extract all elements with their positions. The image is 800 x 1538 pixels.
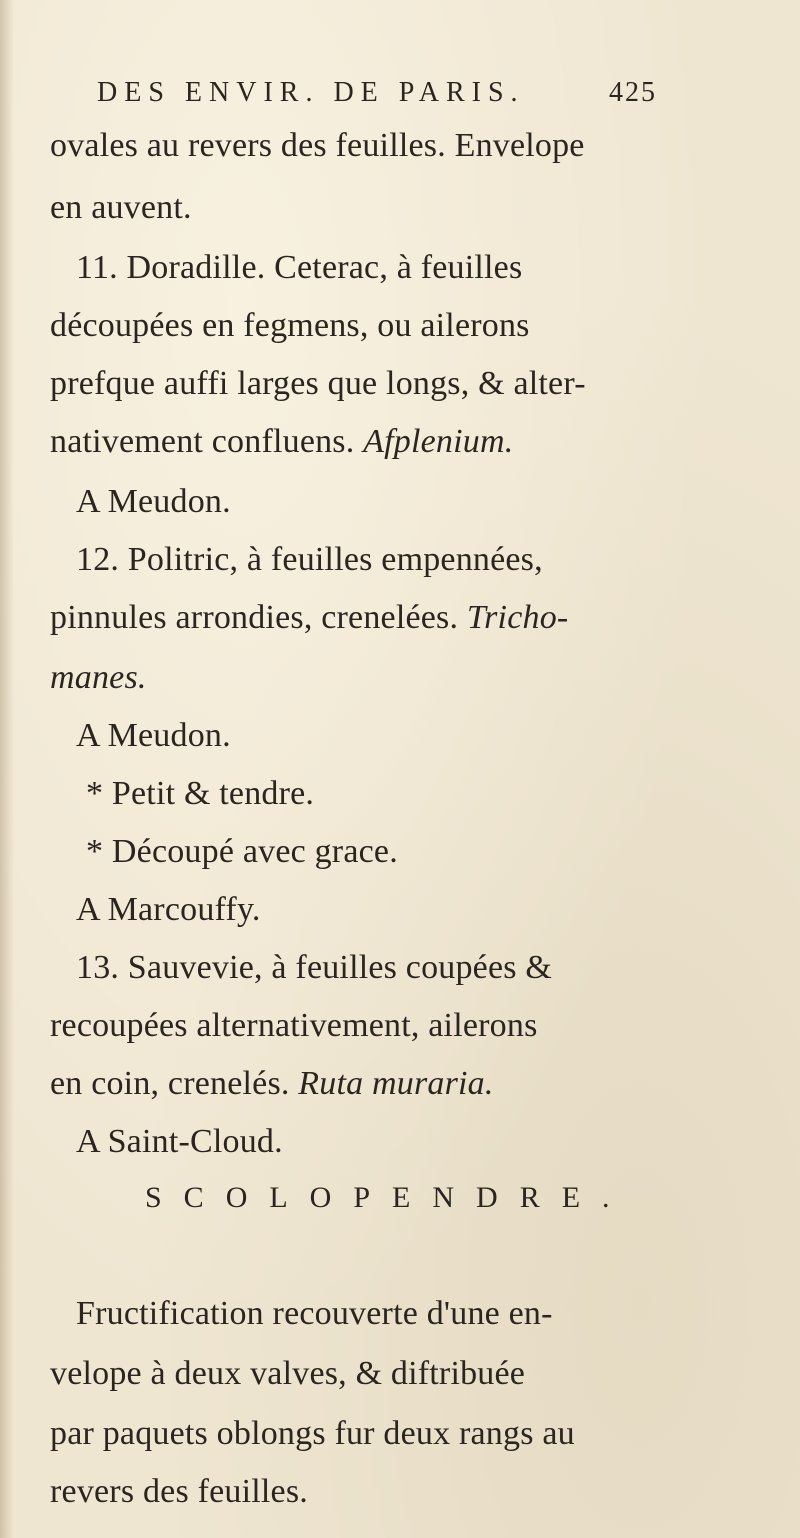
- text-line: Fructification recouverte d'une en-: [76, 1295, 553, 1332]
- page-edge-shadow: [0, 0, 14, 1538]
- section-title: SCOLOPENDRE.: [145, 1181, 632, 1214]
- text-line: en auvent.: [50, 189, 192, 226]
- latin-name: manes.: [50, 659, 147, 696]
- text-line: 11. Doradille. Ceterac, à feuilles: [76, 249, 523, 286]
- text-line: A Saint-Cloud.: [76, 1123, 283, 1160]
- latin-name: Tricho-: [466, 599, 569, 636]
- page-number: 425: [609, 77, 657, 108]
- text-line: ovales au revers des feuilles. Envelope: [50, 127, 585, 164]
- text-line: A Marcouffy.: [76, 891, 261, 928]
- text-line: nativement confluens. Afplenium.: [50, 423, 514, 460]
- text-line: [50, 658, 147, 698]
- text-line: velope à deux valves, & diftribuée: [50, 1355, 526, 1392]
- text-line: prefque auffi larges que longs, & alter-: [50, 365, 586, 402]
- text-line: * Découpé avec grace.: [86, 833, 398, 870]
- text-line: revers des feuilles.: [50, 1473, 308, 1510]
- text-line: découpées en fegmens, ou ailerons: [50, 307, 530, 344]
- text-line: pinnules arrondies, crenelées. Tricho-: [50, 599, 569, 636]
- text-line: en coin, crenelés. Ruta muraria.: [50, 1065, 494, 1102]
- text-line: A Meudon.: [76, 483, 231, 520]
- text-line: 13. Sauvevie, à feuilles coupées &: [76, 949, 553, 986]
- latin-name: Ruta muraria.: [298, 1065, 494, 1102]
- text-line: 12. Politric, à feuilles empennées,: [76, 541, 543, 578]
- text-line: par paquets oblongs fur deux rangs au: [50, 1415, 575, 1452]
- text-line: A Meudon.: [76, 717, 231, 754]
- text-line: recoupées alternativement, ailerons: [50, 1007, 538, 1044]
- latin-name: Afplenium.: [363, 423, 514, 460]
- text-line: * Petit & tendre.: [86, 775, 315, 812]
- running-header: [97, 76, 657, 110]
- running-title: DES ENVIR. DE PARIS.: [97, 77, 525, 108]
